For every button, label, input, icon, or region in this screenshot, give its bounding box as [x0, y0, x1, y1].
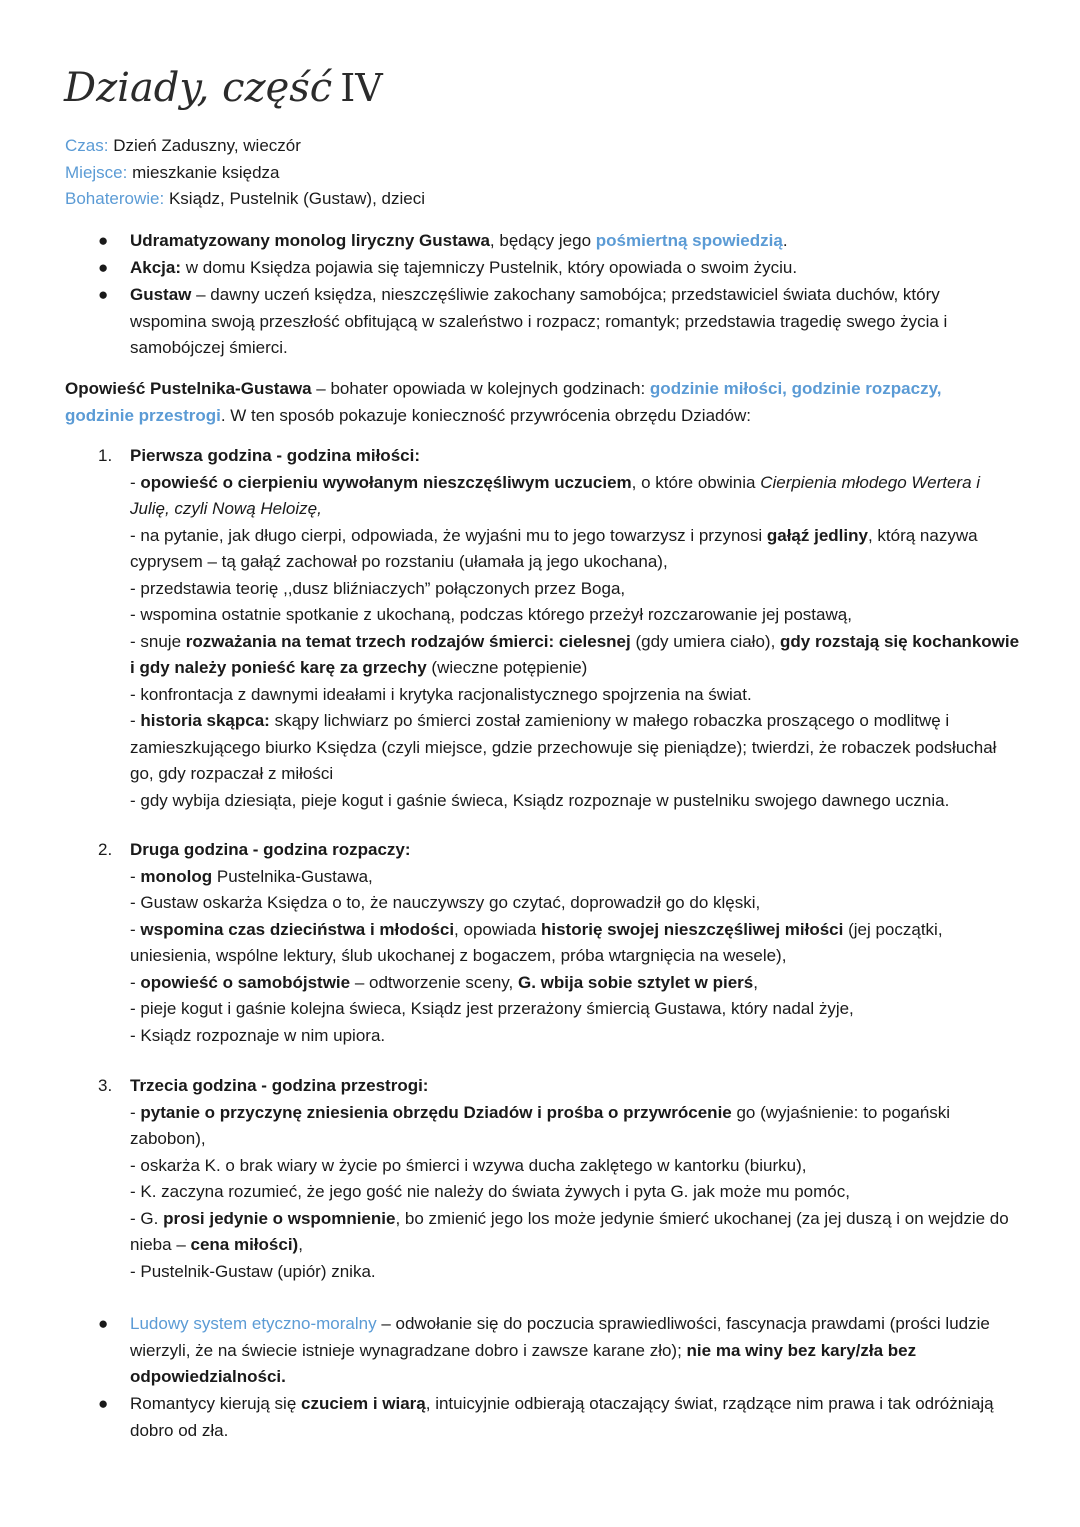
- bullet-text: w domu Księdza pojawia się tajemniczy Pustelnik, który opowiada o swoim życiu.: [181, 258, 798, 277]
- hour-bold: pytanie o przyczynę zniesienia obrzędu Dziadów i prośba o przywrócenie: [140, 1102, 732, 1122]
- intro-bullet: [130, 282, 1020, 362]
- outro-bullet: [130, 1391, 1020, 1444]
- hour-line: - wspomina czas dzieciństwa i młodości, opowiada historię swojej nieszczęśliwej miłości (jej początki, uniesienia, wspólne lektury, ślub ukochanej z bogaczem, próba wtargnięcia na wesele),: [130, 919, 943, 965]
- hour-bold: historia skąpca:: [140, 711, 270, 730]
- hour-text: (gdy umiera ciało),: [630, 631, 781, 651]
- bullet-icon: ●: [98, 231, 109, 250]
- hour-text: Pustelnika-Gustawa,: [212, 866, 373, 886]
- hour-bold: G. wbija sobie sztylet w pierś: [518, 972, 754, 992]
- hour-line: [130, 1206, 1020, 1259]
- hour-text: skąpy lichwiarz po śmierci został zamieniony w małego robaczka proszącego o modlitwę i zamieszkującego biurko Księdza (czyli miejsce, gdzie przechowuje się pieniądze); twierdzi, że robaczek podsłuchał go, gdy rozpaczał z miłości: [130, 711, 997, 783]
- bullet-end: .: [782, 231, 788, 250]
- story-paragraph: [65, 376, 995, 429]
- bullet-icon: ●: [98, 285, 109, 304]
- hour-bold: gdy rozstają się kochankowie i gdy należy ponieść karę za grzechy: [130, 631, 1020, 677]
- meta-heroes: [65, 186, 425, 213]
- bullet-icon: ●: [98, 1394, 109, 1413]
- hour-line: - pieje kogut i gaśnie kolejna świeca, Ksiądz jest przerażony śmiercią Gustawa, który nadal żyje,: [130, 999, 854, 1018]
- hour-item: [130, 1073, 1020, 1285]
- hour-line: - historia skąpca: skąpy lichwiarz po śmierci został zamieniony w małego robaczka proszącego o modlitwę i zamieszkującego biurko Księdza (czyli miejsce, gdzie przechowuje się pieniądze); twierdzi, że robaczek podsłuchał go, gdy rozpaczał z miłości: [130, 711, 997, 783]
- hour-italic: Cierpienia młodego Wertera: [760, 472, 972, 492]
- bullet-icon: ●: [98, 1314, 109, 1333]
- hour-text: – odtworzenie sceny,: [350, 972, 518, 992]
- title-roman: IV: [340, 66, 383, 110]
- hour-bold: gałąź jedliny: [766, 525, 868, 545]
- intro-bullet: [130, 255, 1020, 282]
- bullet-icon: ●: [98, 258, 109, 277]
- outro-bullet: [130, 1311, 1020, 1391]
- list-number: 3.: [98, 1076, 113, 1095]
- hour-text: (jej początki, uniesienia, wspólne lektury, ślub ukochanej z bogaczem, próba wtargnięcia na wesele),: [130, 919, 943, 965]
- bullet-text: – odwołanie się do poczucia sprawiedliwości, fascynacja prawdami (prości ludzie wierzyli, że na świecie istnieje wynagradzane dobro i zawsze karane zło);: [130, 1314, 990, 1360]
- document-title: [64, 64, 383, 112]
- meta-heroes-label: Bohaterowie:: [65, 189, 165, 208]
- meta-place-label: Miejsce:: [65, 162, 128, 182]
- hour-line: - Gustaw oskarża Księdza o to, że nauczywszy go czytać, doprowadził go do klęski,: [130, 893, 761, 912]
- hour-text: , którą nazywa cyprysem – tą gałąź zachował po rozstaniu (ułamała ją jego ukochana),: [130, 525, 978, 571]
- meta-place: [65, 160, 425, 187]
- hour-line: [130, 523, 1020, 576]
- bullet-text: , intuicyjnie odbierają otaczający świat, rządzące nim prawa i tak odróżniają dobro od zła.: [130, 1394, 994, 1440]
- bullet-text: – dawny uczeń księdza, nieszczęśliwie zakochany samobójca; przedstawiciel świata duchów, który wspomina swoją przeszłość obfitującą w szaleństwo i rozpacz; romantyk; przedstawia tragedię swego życia i samobójczej śmierci.: [130, 285, 948, 357]
- hour-text: , opowiada: [454, 919, 541, 939]
- hour-bold: wspomina czas dzieciństwa i młodości: [140, 919, 455, 939]
- hour-line: - konfrontacja z dawnymi ideałami i krytyka racjonalistycznego spojrzenia na świat.: [130, 684, 752, 704]
- hour-bold: prosi jedynie o wspomnienie: [163, 1208, 396, 1228]
- hour-bold: monolog: [140, 866, 213, 886]
- hour-line: [130, 629, 1020, 682]
- title-script: Dziady, część: [64, 65, 333, 111]
- meta-block: [65, 133, 425, 213]
- hour-text: , o które obwinia: [631, 472, 761, 492]
- hour-bold: cena miłości): [190, 1235, 299, 1254]
- hour-bold: opowieść o cierpieniu wywołanym nieszczęśliwym uczuciem: [140, 472, 632, 492]
- hour-text: - na pytanie, jak długo cierpi, odpowiada, że wyjaśni mu to jego towarzysz i przynosi: [130, 525, 767, 545]
- hour-bold: rozważania na temat trzech rodzajów śmierci: cielesnej: [185, 631, 631, 651]
- hour-line: - przedstawia teorię ,,dusz bliźniaczych” połączonych przez Boga,: [130, 578, 626, 598]
- hour-text: (wieczne potępienie): [426, 658, 588, 677]
- hour-line: - monolog Pustelnika-Gustawa,: [130, 866, 373, 886]
- bullet-bold: Akcja:: [130, 258, 182, 277]
- bullet-bold: Gustaw: [130, 285, 192, 304]
- meta-place-value: mieszkanie księdza: [132, 162, 280, 182]
- hour-heading: Druga godzina - godzina rozpaczy:: [130, 840, 411, 859]
- hour-heading: Trzecia godzina - godzina przestrogi:: [130, 1076, 429, 1095]
- story-accent: godzinie miłości, godzinie rozpaczy, godzinie przestrogi: [65, 379, 942, 425]
- story-text: – bohater opowiada w kolejnych godzinach:: [311, 379, 650, 398]
- hour-bold: opowieść o samobójstwie: [140, 972, 351, 992]
- hour-line: - Pustelnik-Gustaw (upiór) znika.: [130, 1261, 376, 1281]
- hour-line: - pytanie o przyczynę zniesienia obrzędu Dziadów i prośba o przywrócenie go (wyjaśnienie: to pogański zabobon),: [130, 1102, 951, 1148]
- bullet-bold: czuciem i wiarą: [301, 1394, 426, 1413]
- hour-bold: historię swojej nieszczęśliwej miłości: [541, 919, 844, 939]
- bullet-text: , będący jego: [489, 231, 596, 250]
- hour-text: go (wyjaśnienie: to pogański zabobon),: [130, 1102, 951, 1148]
- hour-line: - wspomina ostatnie spotkanie z ukochaną, podczas którego przeżył rozczarowanie jej postawą,: [130, 605, 852, 624]
- hour-heading: Pierwsza godzina - godzina miłości:: [130, 446, 420, 465]
- story-text-end: . W ten sposób pokazuje konieczność przywrócenia obrzędu Dziadów:: [220, 405, 751, 425]
- hour-text: - G.: [130, 1208, 164, 1228]
- hour-line: - Ksiądz rozpoznaje w nim upiora.: [130, 1025, 386, 1045]
- hour-line: - opowieść o cierpieniu wywołanym nieszczęśliwym uczuciem, o które obwinia Cierpienia młodego Wertera i Julię, czyli Nową Heloizę,: [130, 472, 981, 518]
- list-number: 1.: [98, 446, 113, 465]
- meta-heroes-value: Ksiądz, Pustelnik (Gustaw), dzieci: [168, 189, 426, 208]
- intro-bullet: [130, 228, 1020, 255]
- bullet-accent: pośmiertną spowiedzią: [595, 231, 783, 250]
- story-bold: Opowieść Pustelnika-Gustawa: [65, 379, 312, 398]
- list-number: 2.: [98, 840, 113, 859]
- hour-text: , bo zmienić jego los może jedynie śmierć ukochanej (za jej duszą i on wejdzie do nieba –: [130, 1208, 1009, 1254]
- meta-time-label: Czas:: [65, 136, 109, 155]
- hour-item: [130, 837, 1020, 1049]
- hour-line: - oskarża K. o brak wiary w życie po śmierci i wzywa ducha zaklętego w kantorku (biurku),: [130, 1155, 807, 1175]
- hour-line: - K. zaczyna rozumieć, że jego gość nie należy do świata żywych i pyta G. jak może mu pomóc,: [130, 1182, 850, 1201]
- hour-italic: i Julię, czyli Nową Heloizę,: [130, 472, 981, 518]
- hour-text: ,: [753, 972, 758, 992]
- bullet-text: Romantycy kierują się: [130, 1394, 302, 1413]
- hour-line: - gdy wybija dziesiąta, pieje kogut i gaśnie świeca, Ksiądz rozpoznaje w pustelniku swojego dawnego ucznia.: [130, 790, 950, 810]
- meta-time-value: Dzień Zaduszny, wieczór: [113, 136, 301, 155]
- bullet-bold: Udramatyzowany monolog liryczny Gustawa: [130, 231, 490, 250]
- hour-text: ,: [298, 1235, 303, 1254]
- meta-time: [65, 133, 425, 160]
- bullet-bold: nie ma winy bez kary/zła bez odpowiedzialności.: [130, 1340, 917, 1386]
- hour-text: - snuje: [130, 631, 186, 651]
- hour-line: - opowieść o samobójstwie – odtworzenie sceny, G. wbija sobie sztylet w pierś,: [130, 972, 758, 992]
- bullet-accent: Ludowy system etyczno-moralny: [130, 1314, 377, 1333]
- hour-item: [130, 443, 1020, 814]
